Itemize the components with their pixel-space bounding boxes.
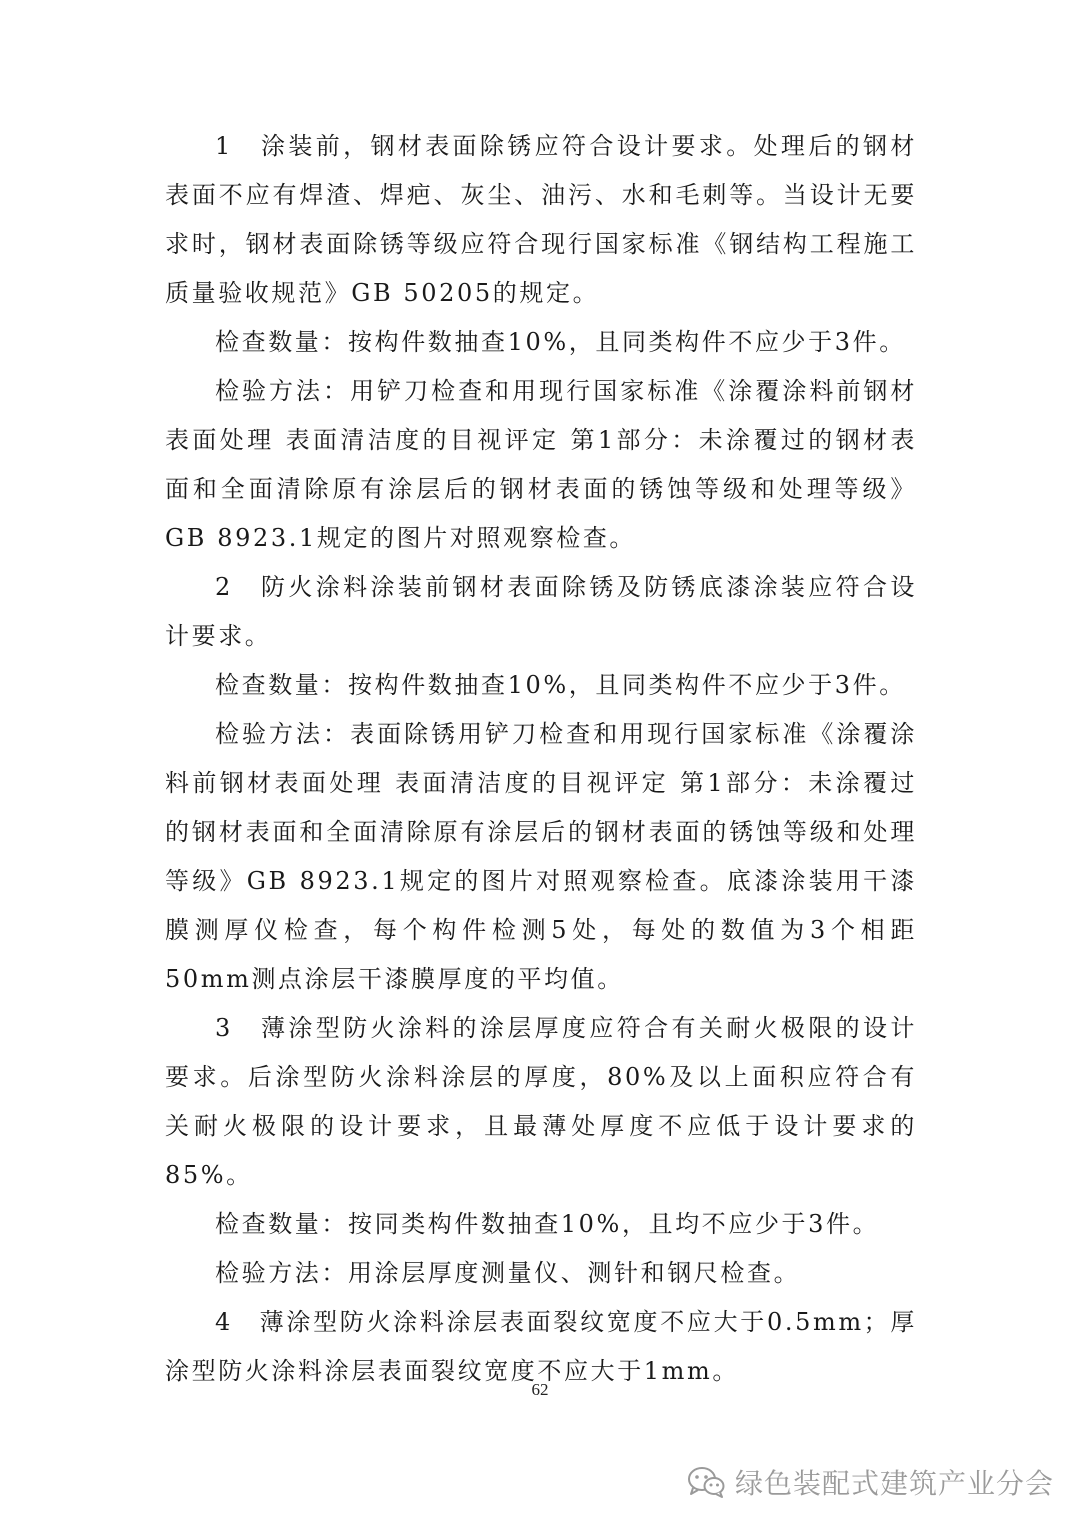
clause-1-inspection-method: 检验方法：用铲刀检查和用现行国家标准《涂覆涂料前钢材表面处理 表面清洁度的目视评定 第1部分：未涂覆过的钢材表面和全面清除原有涂层后的钢材表面的锈蚀等级和处理等级》GB 8923.1规定的图片对照观察检查。 [165,377,917,552]
page-number: 62 [531,1380,549,1399]
clause-3-inspection-method: 检验方法：用涂层厚度测量仪、测针和钢尺检查。 [215,1259,801,1287]
clause-3-inspection-quantity: 检查数量：按同类构件数抽查10%，且均不应少于3件。 [215,1210,880,1238]
clause-2-inspection-quantity: 检查数量：按构件数抽查10%，且同类构件不应少于3件。 [215,671,906,699]
clause-3: 3 薄涂型防火涂料的涂层厚度应符合有关耐火极限的设计要求。后涂型防火涂料涂层的厚度，80%及以上面积应符合有关耐火极限的设计要求，且最薄处厚度不应低于设计要求的85%。 [165,1014,917,1189]
clause-1: 1 涂装前，钢材表面除锈应符合设计要求。处理后的钢材表面不应有焊渣、焊疤、灰尘、油污、水和毛刺等。当设计无要求时，钢材表面除锈等级应符合现行国家标准《钢结构工程施工质量验收规范》GB 50205的规定。 [165,132,917,307]
watermark-text: 绿色装配式建筑产业分会 [734,1467,1054,1500]
clause-2: 2 防火涂料涂装前钢材表面除锈及防锈底漆涂装应符合设计要求。 [165,573,917,650]
clause-4: 4 薄涂型防火涂料涂层表面裂纹宽度不应大于0.5mm；厚涂型防火涂料涂层表面裂纹宽度不应大于1mm。 [165,1308,917,1385]
wechat-icon [687,1466,725,1498]
document-body [165,122,917,1396]
clause-2-inspection-method: 检验方法：表面除锈用铲刀检查和用现行国家标准《涂覆涂料前钢材表面处理 表面清洁度的目视评定 第1部分：未涂覆过的钢材表面和全面清除原有涂层后的钢材表面的锈蚀等级和处理等级》GB 8923.1规定的图片对照观察检查。底漆涂装用干漆膜测厚仪检查，每个构件检测5处，每处的数值为3个相距50mm测点涂层干漆膜厚度的平均值。 [165,720,917,993]
watermark [687,1452,1054,1512]
clause-1-inspection-quantity: 检查数量：按构件数抽查10%，且同类构件不应少于3件。 [215,328,906,356]
